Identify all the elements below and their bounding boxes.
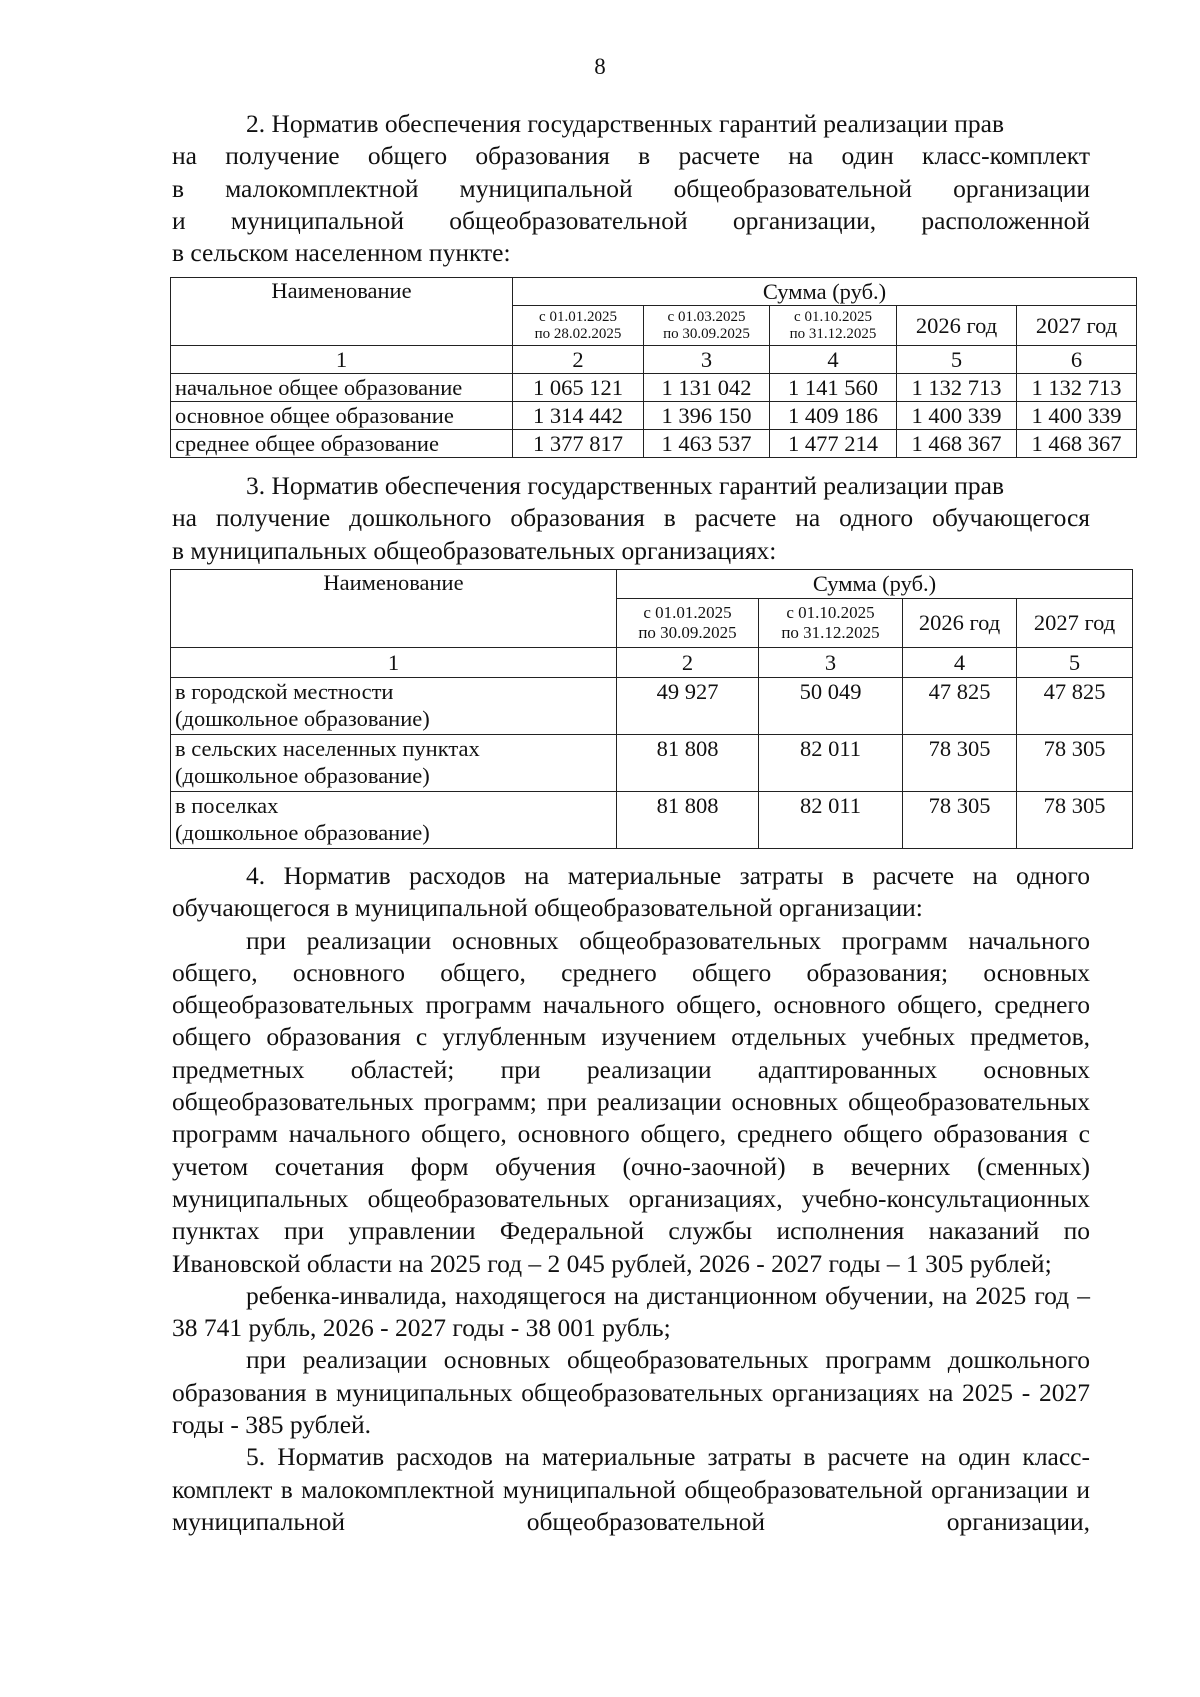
row-name: начальное общее образование [171, 374, 513, 402]
section4-intro: 4. Норматив расходов на материальные затраты в расчете на одного обучающегося в муниципальной общеобразовательной организации: [172, 861, 1090, 923]
row-name: в сельских населенных пунктах (дошкольное образование) [171, 735, 617, 792]
table1-header-sum: Сумма (руб.) [513, 278, 1137, 306]
cell-value: 50 049 [759, 678, 903, 735]
table-preschool-norms [170, 569, 1133, 849]
table2-header-name: Наименование [171, 570, 617, 648]
section3-text [172, 470, 1090, 567]
row-name: в поселках (дошкольное образование) [171, 792, 617, 849]
cell-value: 1 468 367 [897, 430, 1017, 458]
section3-line: 3. Норматив обеспечения государственных гарантий реализации прав [246, 471, 1005, 500]
table1-col-number: 2 [513, 346, 644, 374]
table2-col-number: 5 [1017, 648, 1133, 678]
cell-value: 78 305 [903, 735, 1017, 792]
cell-value: 78 305 [1017, 735, 1133, 792]
cell-value: 78 305 [903, 792, 1017, 849]
cell-value: 1 377 817 [513, 430, 644, 458]
table1-col-number: 4 [770, 346, 897, 374]
page-number: 8 [594, 54, 606, 79]
cell-value: 82 011 [759, 735, 903, 792]
table2-header-sum: Сумма (руб.) [617, 570, 1133, 599]
cell-value: 82 011 [759, 792, 903, 849]
section4-paragraph: при реализации основных общеобразовательных программ дошкольного образования в муниципальных общеобразовательных организациях на 2025 - 2027 годы - 385 рублей. [172, 1345, 1090, 1440]
section4-paragraph: при реализации основных общеобразовательных программ начального общего, основного общего, среднего общего образования; основных общеобразовательных программ начального общего, основного общего, среднего общего образования с углубленным изучением отдельных учебных предметов, предметных областей; при реализации адаптированных основных общеобразовательных программ; при реализации основных общеобразовательных программ начального общего, основного общего, среднего общего образования с учетом сочетания форм обучения (очно-заочной) в вечерних (сменных) муниципальных общеобразовательных организациях, учебно-консультационных пунктах при управлении Федеральной службы исполнения наказаний по Ивановской области на 2025 год – 2 045 рублей, 2026 - 2027 годы – 1 305 рублей; [172, 925, 1090, 1278]
section4-paragraph: ребенка-инвалида, находящегося на дистанционном обучении, на 2025 год – 38 741 рубль, 2026 - 2027 годы - 38 001 рубль; [172, 1280, 1090, 1343]
table1-header-period: с 01.03.2025 по 30.09.2025 [644, 306, 770, 346]
cell-value: 1 132 713 [897, 374, 1017, 402]
table1-col-number: 6 [1017, 346, 1137, 374]
table1-header-period: с 01.10.2025 по 31.12.2025 [770, 306, 897, 346]
cell-value: 47 825 [1017, 678, 1133, 735]
table1-header-year: 2026 год [897, 306, 1017, 346]
section2-line: и муниципальной общеобразовательной организации, расположенной [172, 205, 1090, 235]
table1-header-year: 2027 год [1017, 306, 1137, 346]
table2-header-year: 2026 год [903, 599, 1017, 648]
table1-header-period: с 01.01.2025 по 28.02.2025 [513, 306, 644, 346]
cell-value: 1 131 042 [644, 374, 770, 402]
table1-header-name: Наименование [171, 278, 513, 346]
table1-col-number: 1 [171, 346, 513, 374]
section3-line: в муниципальных общеобразовательных организациях: [172, 535, 777, 565]
section2-line: на получение общего образования в расчете на один класс-комплект [172, 141, 1090, 171]
table1-col-number: 3 [644, 346, 770, 374]
table2-header-period: с 01.01.2025 по 30.09.2025 [617, 599, 759, 648]
table2-header-year: 2027 год [1017, 599, 1133, 648]
cell-value: 1 409 186 [770, 402, 897, 430]
table-row [171, 374, 1137, 402]
row-name: основное общее образование [171, 402, 513, 430]
section4-text [172, 860, 1090, 1538]
section5-paragraph: 5. Норматив расходов на материальные затраты в расчете на один класс-комплект в малокомплектной муниципальной общеобразовательной организации и муниципальной общеобразовательной организации, [172, 1442, 1090, 1536]
cell-value: 1 400 339 [897, 402, 1017, 430]
cell-value: 47 825 [903, 678, 1017, 735]
cell-value: 1 132 713 [1017, 374, 1137, 402]
cell-value: 1 400 339 [1017, 402, 1137, 430]
section2-line: 2. Норматив обеспечения государственных гарантий реализации прав [246, 109, 1005, 138]
table2-col-number: 3 [759, 648, 903, 678]
section2-text [172, 108, 1090, 269]
table2-col-number: 2 [617, 648, 759, 678]
cell-value: 1 141 560 [770, 374, 897, 402]
cell-value: 1 314 442 [513, 402, 644, 430]
cell-value: 81 808 [617, 792, 759, 849]
section3-line: на получение дошкольного образования в расчете на одного обучающегося [172, 503, 1090, 533]
cell-value: 1 468 367 [1017, 430, 1137, 458]
table2-col-number: 1 [171, 648, 617, 678]
cell-value: 78 305 [1017, 792, 1133, 849]
cell-value: 81 808 [617, 735, 759, 792]
cell-value: 1 463 537 [644, 430, 770, 458]
cell-value: 1 065 121 [513, 374, 644, 402]
table2-col-number: 4 [903, 648, 1017, 678]
section2-line: в малокомплектной муниципальной общеобразовательной организации [172, 173, 1090, 203]
row-name: в городской местности (дошкольное образование) [171, 678, 617, 735]
section2-line: в сельском населенном пункте: [172, 238, 511, 268]
row-name: среднее общее образование [171, 430, 513, 458]
table1-col-number: 5 [897, 346, 1017, 374]
table-row [171, 735, 1133, 792]
table-row [171, 402, 1137, 430]
table-row [171, 430, 1137, 458]
cell-value: 1 477 214 [770, 430, 897, 458]
cell-value: 1 396 150 [644, 402, 770, 430]
table-row [171, 678, 1133, 735]
table-class-complect-norms [170, 277, 1137, 458]
cell-value: 49 927 [617, 678, 759, 735]
table2-header-period: с 01.10.2025 по 31.12.2025 [759, 599, 903, 648]
table-row [171, 792, 1133, 849]
